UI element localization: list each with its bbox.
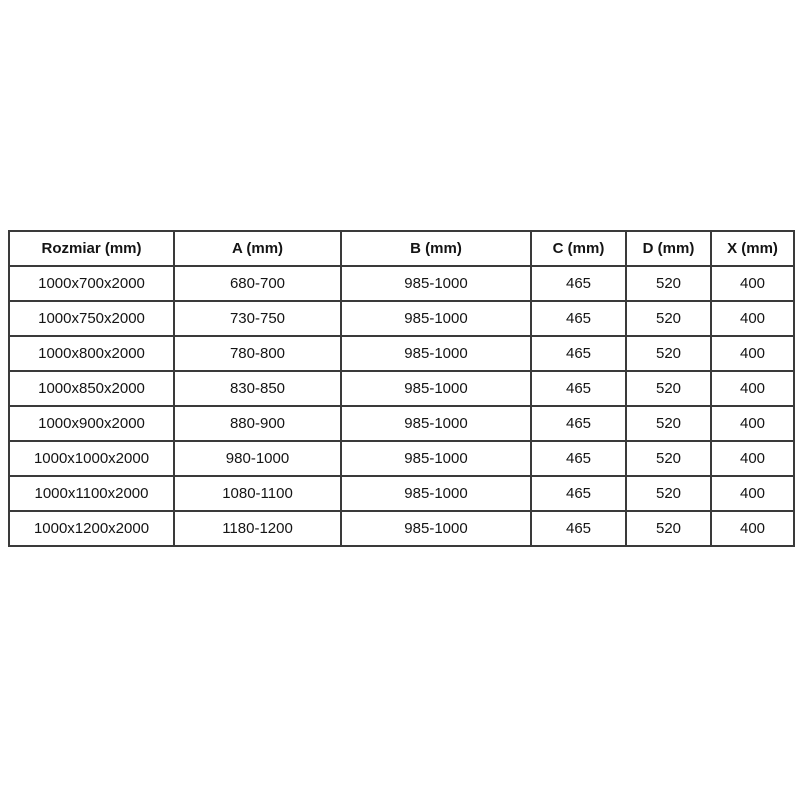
table-cell: 520 xyxy=(626,371,711,406)
table-cell: 985-1000 xyxy=(341,301,531,336)
table-cell: 400 xyxy=(711,336,794,371)
size-table-container xyxy=(8,230,795,547)
table-cell: 400 xyxy=(711,406,794,441)
column-header-a: A (mm) xyxy=(174,231,341,266)
table-cell: 400 xyxy=(711,301,794,336)
table-cell: 520 xyxy=(626,301,711,336)
table-row xyxy=(9,336,794,371)
table-cell: 1000x1200x2000 xyxy=(9,511,174,546)
table-cell: 985-1000 xyxy=(341,441,531,476)
table-cell: 520 xyxy=(626,266,711,301)
column-header-rozmiar: Rozmiar (mm) xyxy=(9,231,174,266)
table-cell: 400 xyxy=(711,441,794,476)
table-cell: 1000x1100x2000 xyxy=(9,476,174,511)
table-cell: 1000x800x2000 xyxy=(9,336,174,371)
table-cell: 830-850 xyxy=(174,371,341,406)
table-cell: 465 xyxy=(531,336,626,371)
table-cell: 520 xyxy=(626,336,711,371)
table-cell: 400 xyxy=(711,511,794,546)
table-cell: 1000x850x2000 xyxy=(9,371,174,406)
table-cell: 985-1000 xyxy=(341,476,531,511)
table-cell: 985-1000 xyxy=(341,336,531,371)
table-header-row xyxy=(9,231,794,266)
table-cell: 520 xyxy=(626,441,711,476)
table-cell: 520 xyxy=(626,406,711,441)
table-row xyxy=(9,441,794,476)
table-row xyxy=(9,266,794,301)
table-cell: 1000x700x2000 xyxy=(9,266,174,301)
table-cell: 1180-1200 xyxy=(174,511,341,546)
table-cell: 1000x900x2000 xyxy=(9,406,174,441)
size-table-body xyxy=(9,266,794,546)
table-cell: 400 xyxy=(711,266,794,301)
table-cell: 520 xyxy=(626,476,711,511)
table-cell: 985-1000 xyxy=(341,511,531,546)
table-cell: 520 xyxy=(626,511,711,546)
table-cell: 780-800 xyxy=(174,336,341,371)
column-header-c: C (mm) xyxy=(531,231,626,266)
column-header-d: D (mm) xyxy=(626,231,711,266)
table-cell: 465 xyxy=(531,371,626,406)
column-header-x: X (mm) xyxy=(711,231,794,266)
table-row xyxy=(9,406,794,441)
table-cell: 985-1000 xyxy=(341,371,531,406)
table-cell: 1000x1000x2000 xyxy=(9,441,174,476)
table-row xyxy=(9,301,794,336)
table-cell: 465 xyxy=(531,266,626,301)
table-cell: 1000x750x2000 xyxy=(9,301,174,336)
table-row xyxy=(9,476,794,511)
table-cell: 980-1000 xyxy=(174,441,341,476)
table-cell: 880-900 xyxy=(174,406,341,441)
table-cell: 985-1000 xyxy=(341,406,531,441)
table-row xyxy=(9,511,794,546)
table-row xyxy=(9,371,794,406)
table-cell: 1080-1100 xyxy=(174,476,341,511)
size-table xyxy=(8,230,795,547)
table-cell: 465 xyxy=(531,406,626,441)
table-cell: 400 xyxy=(711,371,794,406)
column-header-b: B (mm) xyxy=(341,231,531,266)
table-cell: 680-700 xyxy=(174,266,341,301)
table-cell: 465 xyxy=(531,511,626,546)
table-cell: 985-1000 xyxy=(341,266,531,301)
table-cell: 465 xyxy=(531,476,626,511)
table-cell: 465 xyxy=(531,441,626,476)
table-cell: 400 xyxy=(711,476,794,511)
table-cell: 465 xyxy=(531,301,626,336)
table-cell: 730-750 xyxy=(174,301,341,336)
